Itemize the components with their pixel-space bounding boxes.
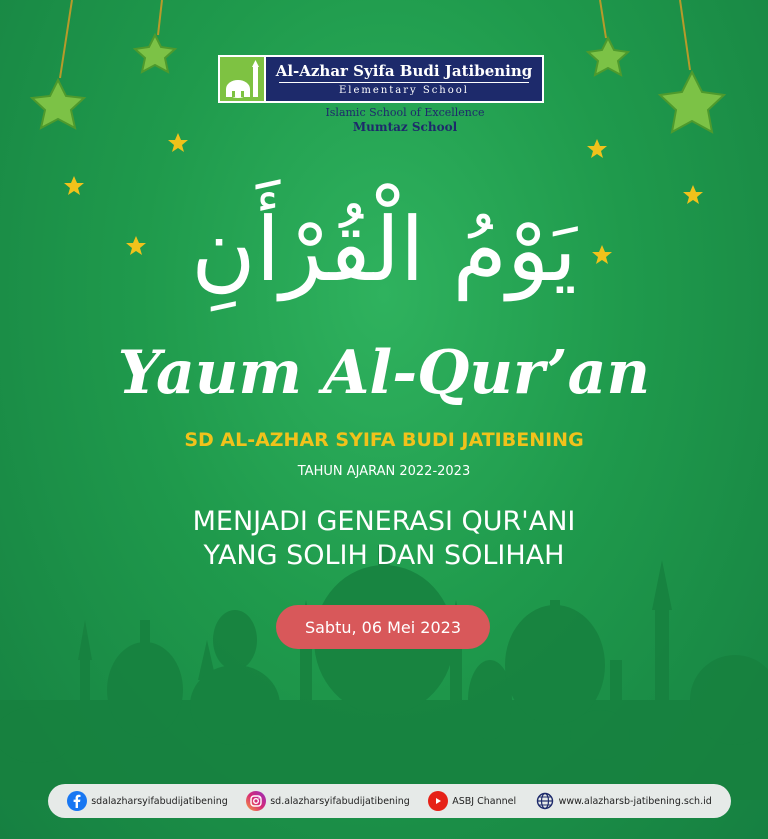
mosque-silhouette: [0, 545, 768, 800]
instagram-link[interactable]: [246, 791, 410, 811]
facebook-icon: [67, 791, 87, 811]
tagline-line2: Mumtaz School: [352, 120, 458, 134]
event-theme: [0, 505, 768, 573]
website-link[interactable]: [535, 791, 712, 811]
social-footer: [48, 784, 731, 818]
arabic-title: يَوْمُ الْقُرْأَنِ: [191, 198, 577, 301]
logo-subtitle: Elementary School: [339, 84, 469, 96]
logo-name: Al-Azhar Syifa Budi Jatibening: [275, 61, 533, 80]
mosque-logo-icon: [218, 55, 266, 103]
logo-text: [266, 55, 544, 103]
school-logo: [218, 55, 544, 103]
theme-line2: YANG SOLIH DAN SOLIHAH: [203, 540, 565, 571]
instagram-icon: [246, 791, 266, 811]
event-date: Sabtu, 06 Mei 2023: [276, 605, 490, 649]
school-name: SD AL-AZHAR SYIFA BUDI JATIBENING: [184, 429, 584, 451]
youtube-link[interactable]: [428, 791, 516, 811]
instagram-handle: sd.alazharsyifabudijatibening: [270, 795, 410, 807]
event-title: Yaum Al-Qur’an: [117, 338, 651, 408]
theme-line1: MENJADI GENERASI QUR'ANI: [192, 506, 576, 537]
academic-year: TAHUN AJARAN 2022-2023: [297, 464, 471, 479]
youtube-channel: ASBJ Channel: [452, 795, 517, 807]
youtube-icon: [428, 791, 448, 811]
facebook-link[interactable]: [67, 791, 228, 811]
website-url: www.alazharsb-jatibening.sch.id: [558, 795, 712, 807]
globe-icon: [535, 791, 555, 811]
facebook-handle: sdalazharsyifabudijatibening: [91, 795, 228, 807]
logo-divider: [279, 82, 529, 83]
tagline: [280, 106, 530, 135]
tagline-line1: Islamic School of Excellence: [325, 106, 485, 119]
